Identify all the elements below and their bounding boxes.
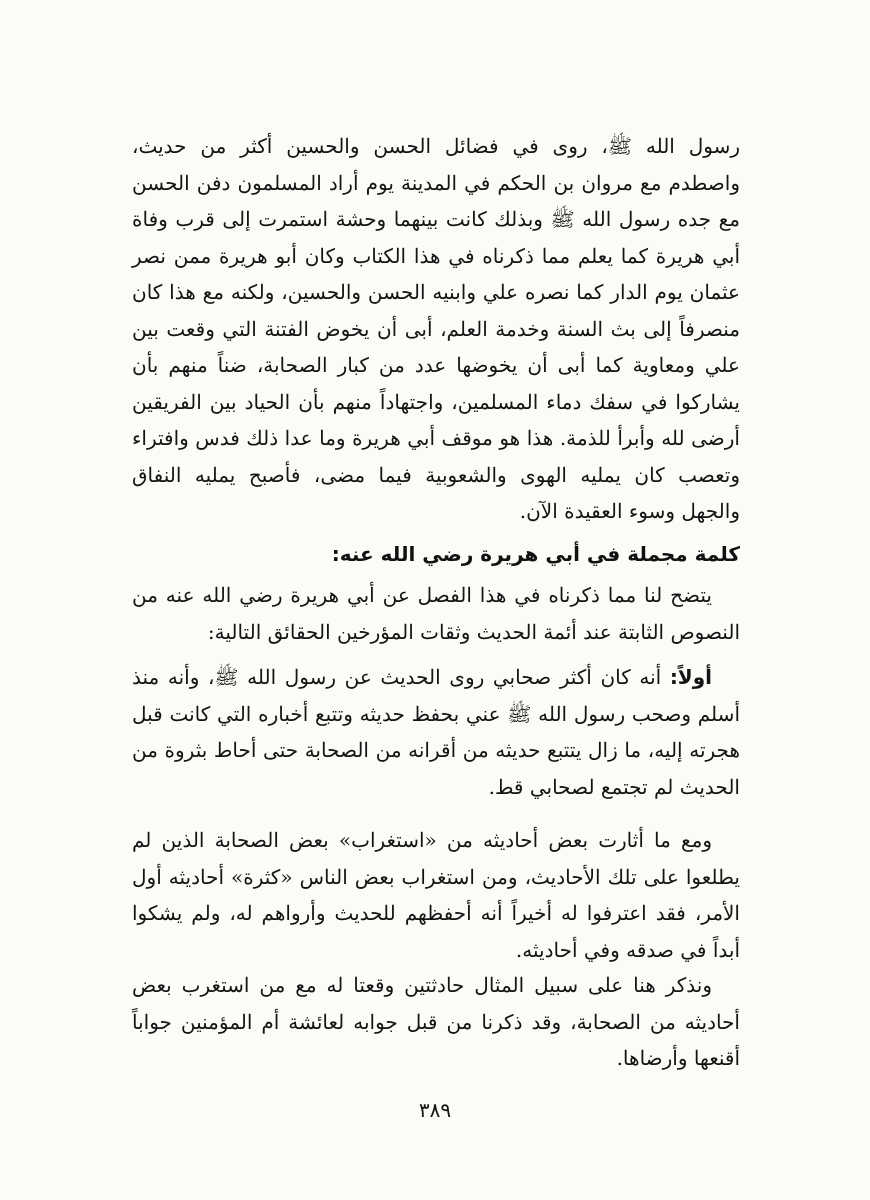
page-number: ٣٨٩ [418, 1098, 452, 1122]
second-paragraph: ومع ما أثارت بعض أحاديثه من «استغراب» بعض الصحابة الذين لم يطلعوا على تلك الأحاديث، ومن استغراب بعض الناس «كثرة» أحاديثه أول الأمر، فقد اعترفوا له أخيراً أنه أحفظهم للحديث وأرواهم له، ولم يشكوا أبداً في صدقه وفي أحاديثه. [132, 828, 740, 962]
first-fact-text: أنه كان أكثر صحابي روى الحديث عن رسول الله ﷺ، وأنه منذ أسلم وصحب رسول الله ﷺ عني بحفظ حديثه وتتبع أخباره التي كانت قبل هجرته إليه، ما زال يتتبع حديثه من أقرانه من الصحابة حتى أحاط بثروة من الحديث لم تجتمع لصحابي قط. [132, 665, 740, 799]
intro-text-block [132, 128, 740, 530]
third-text-block [132, 967, 740, 1077]
first-fact-lead: أولاً: [669, 665, 712, 689]
summary-text-block [132, 577, 740, 650]
first-fact-block [132, 659, 740, 805]
third-paragraph: ونذكر هنا على سبيل المثال حادثتين وقعتا له مع من استغرب بعض أحاديثه من الصحابة، وقد ذكرنا من قبل جوابه لعائشة أم المؤمنين جواباً أقنعها وأرضاها. [132, 973, 740, 1070]
second-text-block [132, 822, 740, 968]
section-heading: كلمة مجملة في أبي هريرة رضي الله عنه: [331, 542, 740, 566]
summary-paragraph: يتضح لنا مما ذكرناه في هذا الفصل عن أبي هريرة رضي الله عنه من النصوص الثابتة عند أئمة الحديث وثقات المؤرخين الحقائق التالية: [132, 583, 740, 644]
intro-paragraph: رسول الله ﷺ، روى في فضائل الحسن والحسين أكثر من حديث، واصطدم مع مروان بن الحكم في المدينة يوم أراد المسلمون دفن الحسن مع جده رسول الله ﷺ وبذلك كانت بينهما وحشة استمرت إلى قرب وفاة أبي هريرة كما يعلم مما ذكرناه في هذا الكتاب وكان أبو هريرة ممن نصر عثمان يوم الدار كما نصره علي وابنيه الحسن والحسين، ولكنه مع هذا كان منصرفاً إلى بث السنة وخدمة العلم، أبى أن يخوض الفتنة التي وقعت بين علي ومعاوية كما أبى أن يخوضها عدد من كبار الصحابة، ضناً منهم بأن يشاركوا في سفك دماء المسلمين، واجتهاداً منهم بأن الحياد بين الفريقين أرضى لله وأبرأ للذمة. هذا هو موقف أبي هريرة وما عدا ذلك فدس وافتراء وتعصب كان يمليه الهوى والشعوبية فيما مضى، فأصبح يمليه النفاق والجهل وسوء العقيدة الآن. [132, 134, 740, 523]
first-fact-paragraph [132, 659, 740, 805]
